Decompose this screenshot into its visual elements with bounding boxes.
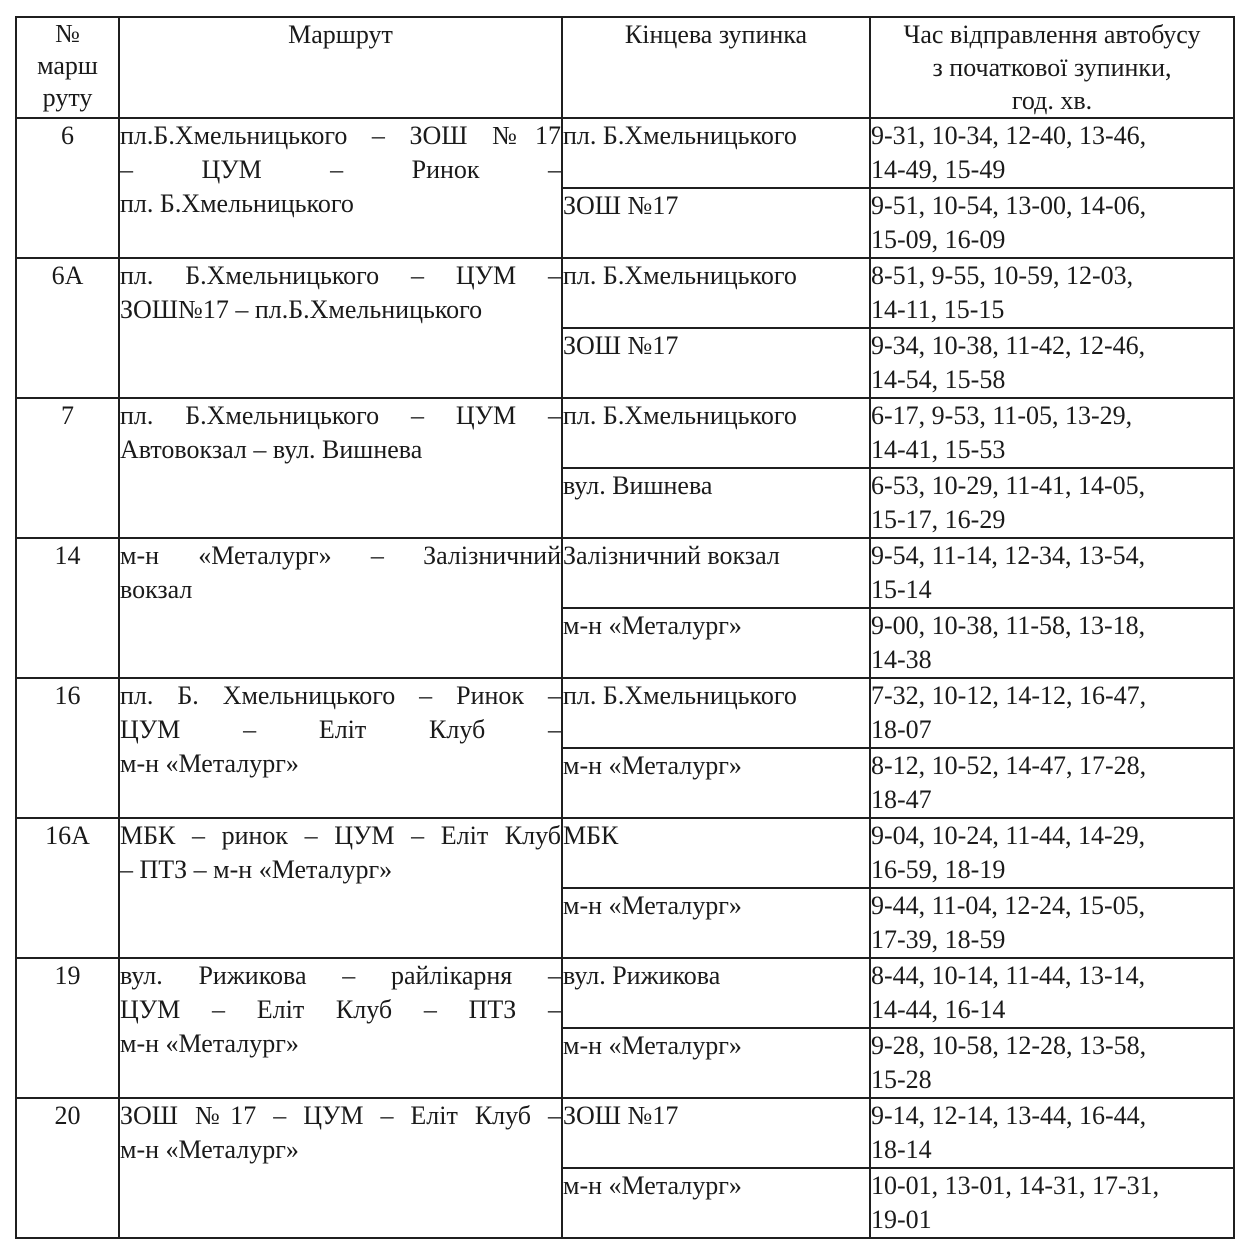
table-row xyxy=(16,398,1234,468)
route-description-cell xyxy=(119,118,562,258)
departure-times-cell xyxy=(870,538,1234,608)
schedule-body xyxy=(16,118,1234,1238)
route-description-cell xyxy=(119,1098,562,1238)
departure-times-line: 16-59, 18-19 xyxy=(871,855,1006,884)
terminal-stop: м-н «Металург» xyxy=(563,1031,742,1060)
table-row xyxy=(16,538,1234,608)
departure-times-line: 8-12, 10-52, 14-47, 17-28, xyxy=(871,751,1147,780)
departure-times-cell xyxy=(870,188,1234,258)
departure-times-line: 6-53, 10-29, 11-41, 14-05, xyxy=(871,471,1146,500)
header-route-number xyxy=(16,17,119,118)
departure-times-cell xyxy=(870,748,1234,818)
route-description-line: м-н «Металург» xyxy=(120,1029,299,1058)
route-number-cell xyxy=(16,818,119,958)
route-description-line: МБК – ринок – ЦУМ – Еліт Клуб xyxy=(120,821,561,850)
departure-times-cell xyxy=(870,118,1234,188)
route-number: 16А xyxy=(45,821,90,850)
departure-times-line: 9-14, 12-14, 13-44, 16-44, xyxy=(871,1101,1147,1130)
departure-times-line: 9-51, 10-54, 13-00, 14-06, xyxy=(871,191,1147,220)
header-terminal-stop-label: Кінцева зупинка xyxy=(624,20,808,49)
table-row xyxy=(16,678,1234,748)
terminal-stop-cell xyxy=(562,398,870,468)
route-description-line: пл.Б.Хмельницького – ЗОШ №17 xyxy=(120,121,561,150)
departure-times-line: 19-01 xyxy=(871,1205,932,1234)
departure-times-line: 18-07 xyxy=(871,715,932,744)
terminal-stop-cell xyxy=(562,188,870,258)
departure-times-line: 9-44, 11-04, 12-24, 15-05, xyxy=(871,891,1146,920)
route-number: 19 xyxy=(54,961,81,990)
departure-times-line: 9-34, 10-38, 11-42, 12-46, xyxy=(871,331,1146,360)
route-description-line: – ПТЗ – м-н «Металург» xyxy=(120,855,393,884)
route-description-cell xyxy=(119,398,562,538)
route-number-cell xyxy=(16,678,119,818)
departure-times-line: 9-00, 10-38, 11-58, 13-18, xyxy=(871,611,1146,640)
route-description-line: пл. Б.Хмельницького – ЦУМ – xyxy=(120,261,561,290)
route-description-cell xyxy=(119,818,562,958)
departure-times-cell xyxy=(870,258,1234,328)
terminal-stop: ЗОШ №17 xyxy=(563,1101,679,1130)
departure-times-line: 8-51, 9-55, 10-59, 12-03, xyxy=(871,261,1134,290)
departure-times-line: 9-54, 11-14, 12-34, 13-54, xyxy=(871,541,1146,570)
route-description-line: – ЦУМ – Ринок – xyxy=(120,155,561,184)
departure-times-line: 14-38 xyxy=(871,645,932,674)
table-row xyxy=(16,1098,1234,1168)
departure-times-cell xyxy=(870,1098,1234,1168)
departure-times-line: 14-41, 15-53 xyxy=(871,435,1006,464)
terminal-stop: пл. Б.Хмельницького xyxy=(563,681,797,710)
table-row xyxy=(16,818,1234,888)
table-row xyxy=(16,958,1234,1028)
terminal-stop: пл. Б.Хмельницького xyxy=(563,121,797,150)
header-terminal-stop xyxy=(562,17,870,118)
terminal-stop: МБК xyxy=(563,821,619,850)
departure-times-line: 18-47 xyxy=(871,785,932,814)
departure-times-cell xyxy=(870,608,1234,678)
route-description-line: м-н «Металург» – Залізничний xyxy=(120,541,561,570)
departure-times-cell xyxy=(870,1168,1234,1238)
terminal-stop-cell xyxy=(562,538,870,608)
route-number-cell xyxy=(16,1098,119,1238)
header-departure-time-line: Час відправлення автобусу xyxy=(903,20,1201,49)
departure-times-cell xyxy=(870,958,1234,1028)
departure-times-cell xyxy=(870,468,1234,538)
route-description-line: пл. Б.Хмельницького – ЦУМ – xyxy=(120,401,561,430)
route-description-cell xyxy=(119,958,562,1098)
terminal-stop-cell xyxy=(562,678,870,748)
route-number-cell xyxy=(16,958,119,1098)
route-description-line: м-н «Металург» xyxy=(120,749,299,778)
terminal-stop: ЗОШ №17 xyxy=(563,191,679,220)
departure-times-line: 15-28 xyxy=(871,1065,932,1094)
departure-times-cell xyxy=(870,818,1234,888)
route-description-line: ЗОШ№17 – пл.Б.Хмельницького xyxy=(120,295,483,324)
departure-times-line: 9-28, 10-58, 12-28, 13-58, xyxy=(871,1031,1147,1060)
route-number: 6 xyxy=(61,121,74,150)
terminal-stop-cell xyxy=(562,608,870,678)
terminal-stop-cell xyxy=(562,888,870,958)
terminal-stop: м-н «Металург» xyxy=(563,611,742,640)
terminal-stop-cell xyxy=(562,958,870,1028)
terminal-stop: м-н «Металург» xyxy=(563,751,742,780)
route-number: 20 xyxy=(54,1101,81,1130)
terminal-stop: вул. Рижикова xyxy=(563,961,721,990)
terminal-stop-cell xyxy=(562,258,870,328)
route-description-line: ЦУМ – Еліт Клуб – ПТЗ – xyxy=(120,995,561,1024)
departure-times-line: 6-17, 9-53, 11-05, 13-29, xyxy=(871,401,1133,430)
route-description-cell xyxy=(119,258,562,398)
departure-times-line: 14-49, 15-49 xyxy=(871,155,1006,184)
departure-times-cell xyxy=(870,398,1234,468)
table-row xyxy=(16,258,1234,328)
route-description-line: пл. Б.Хмельницького xyxy=(120,189,354,218)
terminal-stop: пл. Б.Хмельницького xyxy=(563,401,797,430)
departure-times-line: 15-09, 16-09 xyxy=(871,225,1006,254)
terminal-stop-cell xyxy=(562,1168,870,1238)
route-number: 6А xyxy=(51,261,84,290)
header-route-number-line: № xyxy=(55,19,80,48)
departure-times-cell xyxy=(870,678,1234,748)
departure-times-line: 8-44, 10-14, 11-44, 13-14, xyxy=(871,961,1146,990)
terminal-stop-cell xyxy=(562,328,870,398)
departure-times-line: 14-11, 15-15 xyxy=(871,295,1005,324)
departure-times-cell xyxy=(870,888,1234,958)
route-number-cell xyxy=(16,398,119,538)
route-number: 14 xyxy=(54,541,81,570)
terminal-stop: ЗОШ №17 xyxy=(563,331,679,360)
departure-times-cell xyxy=(870,328,1234,398)
route-number: 7 xyxy=(61,401,74,430)
header-route-number-line: руту xyxy=(42,83,93,112)
departure-times-line: 17-39, 18-59 xyxy=(871,925,1006,954)
departure-times-line: 15-14 xyxy=(871,575,932,604)
header-departure-time-line: год. хв. xyxy=(1011,86,1093,115)
departure-times-line: 14-54, 15-58 xyxy=(871,365,1006,394)
departure-times-line: 9-31, 10-34, 12-40, 13-46, xyxy=(871,121,1147,150)
table-row xyxy=(16,118,1234,188)
header-route-number-line: марш xyxy=(37,51,98,80)
route-description-line: ЦУМ – Еліт Клуб – xyxy=(120,715,561,744)
route-description-line: вокзал xyxy=(120,575,193,604)
departure-times-line: 10-01, 13-01, 14-31, 17-31, xyxy=(871,1171,1160,1200)
terminal-stop: вул. Вишнева xyxy=(563,471,713,500)
route-number-cell xyxy=(16,118,119,258)
terminal-stop-cell xyxy=(562,468,870,538)
route-number-cell xyxy=(16,258,119,398)
terminal-stop-cell xyxy=(562,1028,870,1098)
departure-times-line: 7-32, 10-12, 14-12, 16-47, xyxy=(871,681,1147,710)
header-departure-time xyxy=(870,17,1234,118)
departure-times-line: 18-14 xyxy=(871,1135,932,1164)
departure-times-line: 15-17, 16-29 xyxy=(871,505,1006,534)
departure-times-line: 14-44, 16-14 xyxy=(871,995,1006,1024)
route-description-line: пл. Б. Хмельницького – Ринок – xyxy=(120,681,561,710)
route-description-cell xyxy=(119,538,562,678)
bus-schedule-table xyxy=(15,16,1235,1239)
route-description-line: ЗОШ №17 – ЦУМ – Еліт Клуб – xyxy=(120,1101,561,1130)
terminal-stop-cell xyxy=(562,818,870,888)
terminal-stop-cell xyxy=(562,748,870,818)
terminal-stop: м-н «Металург» xyxy=(563,1171,742,1200)
terminal-stop: м-н «Металург» xyxy=(563,891,742,920)
header-row xyxy=(16,17,1234,118)
route-description-line: вул. Рижикова – райлікарня – xyxy=(120,961,561,990)
terminal-stop-cell xyxy=(562,118,870,188)
route-description-cell xyxy=(119,678,562,818)
route-number-cell xyxy=(16,538,119,678)
header-departure-time-line: з початкової зупинки, xyxy=(932,53,1172,82)
terminal-stop-cell xyxy=(562,1098,870,1168)
terminal-stop: пл. Б.Хмельницького xyxy=(563,261,797,290)
departure-times-line: 9-04, 10-24, 11-44, 14-29, xyxy=(871,821,1146,850)
route-description-line: м-н «Металург» xyxy=(120,1135,299,1164)
terminal-stop: Залізничний вокзал xyxy=(563,541,780,570)
route-description-line: Автовокзал – вул. Вишнева xyxy=(120,435,423,464)
header-route xyxy=(119,17,562,118)
header-route-label: Маршрут xyxy=(288,20,393,49)
departure-times-cell xyxy=(870,1028,1234,1098)
route-number: 16 xyxy=(54,681,81,710)
